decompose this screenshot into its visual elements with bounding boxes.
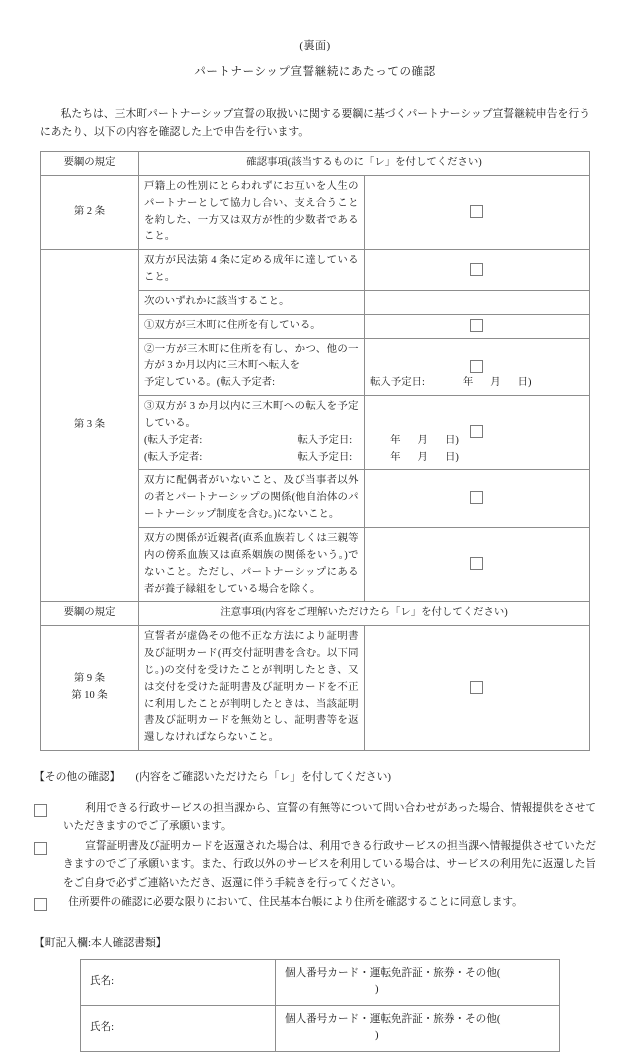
rule-label-article2: 第 2 条 <box>41 175 139 249</box>
town-doc-cell-1[interactable] <box>276 959 560 1005</box>
other-item-label-3: 住所要件の確認に必要な限りにおいて、住民基本台帳により住所を確認することに同意します。 <box>68 896 523 908</box>
option-3-date-label-a: 転入予定日: <box>297 434 353 446</box>
confirmation-table <box>40 151 590 751</box>
option-3-year-b: 年 <box>390 451 401 463</box>
checkbox-icon[interactable] <box>470 205 483 218</box>
checkbox-icon[interactable] <box>34 804 47 817</box>
option-2-line1: ②一方が三木町に住所を有し、かつ、他の一方が 3 か月以内に三木町へ転入を <box>144 343 359 372</box>
town-entry-heading: 【町記入欄:本人確認書類】 <box>34 937 167 950</box>
option-2-date-label: 転入予定日: <box>370 377 425 389</box>
checkbox-other-3[interactable] <box>34 897 47 913</box>
option-2-day: 日) <box>517 377 532 389</box>
other-item-text-3 <box>63 894 596 912</box>
town-name-label-1: 氏名: <box>90 976 115 988</box>
option-2-year: 年 <box>462 377 474 389</box>
checkbox-icon[interactable] <box>470 425 483 438</box>
town-doc-label-1: 個人番号カード・運転免許証・旅券・その他( <box>285 967 501 979</box>
checkbox-cell-article2[interactable] <box>364 175 590 249</box>
checkbox-cell-option-1[interactable] <box>364 314 590 338</box>
option-3-line1: ③双方が 3 か月以内に三木町への転入を予定している。 <box>144 401 359 429</box>
row-text-no-spouse: 双方に配偶者がいないこと、及び当事者以外の者とパートナーシップの関係(他自治体のパートナーシップ制度を含む。)にないこと。 <box>139 470 365 528</box>
option-3-month-b: 月 <box>417 451 428 463</box>
notice-header-rule-cell: 要綱の規定 <box>41 602 139 626</box>
table-notice-header-row <box>41 602 590 626</box>
checkbox-icon[interactable] <box>470 360 483 373</box>
town-doc-cell-2[interactable] <box>276 1005 560 1051</box>
checkbox-cell-not-relatives[interactable] <box>364 528 590 602</box>
town-name-label-2: 氏名: <box>90 1022 115 1033</box>
town-doc-label-2: 個人番号カード・運転免許証・旅券・その他( <box>285 1013 501 1025</box>
row-text-adult-age: 双方が民法第 4 条に定める成年に達していること。 <box>139 250 365 291</box>
rule-label-article10: 第 10 条 <box>71 690 108 702</box>
header-rule-cell: 要綱の規定 <box>41 151 139 175</box>
option-3-month-a: 月 <box>417 434 428 446</box>
row-text-notice: 宣誓者が虚偽その他不正な方法により証明書及び証明カード(再交付証明書を含む。以下同じ。)の交付を受けたことが判明したとき、又は交付を受けた証明書及び証明カードを不正に利用したことが判明したときは、当該証明書及び証明カードを無効とし、証明書等を返還しなければならないこと。 <box>139 626 365 751</box>
intro-text: 私たちは、三木町パートナーシップ宣誓の取扱いに関する要綱に基づくパートナーシップ宣誓継続申告を行うにあたり、以下の内容を確認した上で申告を行います。 <box>40 107 590 139</box>
town-entry-section <box>34 935 630 1051</box>
checkbox-other-1[interactable] <box>34 803 47 819</box>
page-title: パートナーシップ宣誓継続にあたっての確認 <box>194 66 436 79</box>
option-3-day-b: 日) <box>444 451 459 463</box>
list-item[interactable] <box>34 800 630 837</box>
other-item-text-1 <box>63 800 596 837</box>
checkbox-cell-adult-age[interactable] <box>364 250 590 291</box>
checkbox-icon[interactable] <box>470 491 483 504</box>
rule-label-article3: 第 3 条 <box>41 250 139 602</box>
table-row <box>81 959 560 1005</box>
row-text-any-of-following: 次のいずれかに該当すること。 <box>139 290 365 314</box>
other-item-label-1: 利用できる行政サービスの担当課から、宣誓の有無等について問い合わせがあった場合、情報提供をさせていただきますのでご了承願います。 <box>63 802 596 833</box>
option-3-year-a: 年 <box>390 434 401 446</box>
rule-label-article9-10 <box>41 626 139 751</box>
checkbox-cell-no-spouse[interactable] <box>364 470 590 528</box>
option-3-day-a: 日) <box>444 434 459 446</box>
document-title-block <box>0 38 630 82</box>
option-3-mover-label-b: (転入予定者: <box>144 451 203 463</box>
option-2-line2 <box>144 377 532 388</box>
table-row <box>41 175 590 249</box>
checkbox-other-2[interactable] <box>34 841 47 857</box>
row-text-option-2 <box>139 338 532 396</box>
checkbox-icon[interactable] <box>470 557 483 570</box>
checkbox-cell-notice[interactable] <box>364 626 590 751</box>
option-2-mover-label: 予定している。(転入予定者: <box>144 377 276 389</box>
table-header-row <box>41 151 590 175</box>
checkbox-icon[interactable] <box>34 842 47 855</box>
table-row <box>41 626 590 751</box>
town-entry-table <box>80 959 560 1052</box>
checkbox-cell-empty <box>364 290 590 314</box>
row-text-article2: 戸籍上の性別にとらわれずにお互いを人生のパートナーとして協力し合い、支え合うことを約した、一方又は双方が性的少数者であること。 <box>139 175 365 249</box>
town-name-cell-1[interactable] <box>81 959 276 1005</box>
option-3-mover-label-a: (転入予定者: <box>144 434 203 446</box>
page-side-label: (裏面) <box>299 40 331 52</box>
checkbox-icon[interactable] <box>34 898 47 911</box>
other-heading-note: (内容をご確認いただけたら「レ」を付してください) <box>135 771 392 784</box>
header-items-cell: 確認事項(該当するものに「レ」を付してください) <box>139 151 590 175</box>
checkbox-icon[interactable] <box>470 681 483 694</box>
other-item-label-2: 宣誓証明書及び証明カードを返還された場合は、利用できる行政サービスの担当課へ情報提供させていただきますのでご了承願います。また、行政以外のサービスを利用している場合は、サービスの利用先に返還した旨をご自身で必ずご連絡いただき、返還に伴う手続きを行ってください。 <box>63 840 596 889</box>
checkbox-icon[interactable] <box>470 263 483 276</box>
town-name-cell-2[interactable] <box>81 1005 276 1051</box>
row-text-option-3 <box>139 396 459 470</box>
rule-label-article9: 第 9 条 <box>73 673 106 685</box>
intro-paragraph <box>40 105 590 142</box>
list-item[interactable] <box>34 894 630 913</box>
other-confirmations-section <box>34 769 630 913</box>
option-3-line3 <box>144 452 459 463</box>
row-text-not-relatives: 双方の関係が近親者(直系血族若しくは三親等内の傍系血族又は直系姻族の関係をいう。)でないこと。ただし、パートナーシップにある者が養子縁組をしている場合を除く。 <box>139 528 365 602</box>
table-row <box>81 1005 560 1051</box>
town-doc-close-2: ) <box>375 1030 379 1042</box>
table-row <box>41 250 590 291</box>
option-3-date-label-b: 転入予定日: <box>297 451 353 463</box>
other-confirmations-heading <box>34 769 630 786</box>
town-doc-close-1: ) <box>375 984 379 996</box>
notice-header-items-cell: 注意事項(内容をご理解いただけたら「レ」を付してください) <box>139 602 590 626</box>
checkbox-icon[interactable] <box>470 319 483 332</box>
option-3-line2 <box>144 435 459 446</box>
row-text-option-1: ①双方が三木町に住所を有している。 <box>139 314 365 338</box>
option-2-month: 月 <box>490 377 501 389</box>
other-heading-bracket: 【その他の確認】 <box>34 771 121 784</box>
other-item-text-2 <box>63 838 596 893</box>
list-item[interactable] <box>34 838 630 893</box>
